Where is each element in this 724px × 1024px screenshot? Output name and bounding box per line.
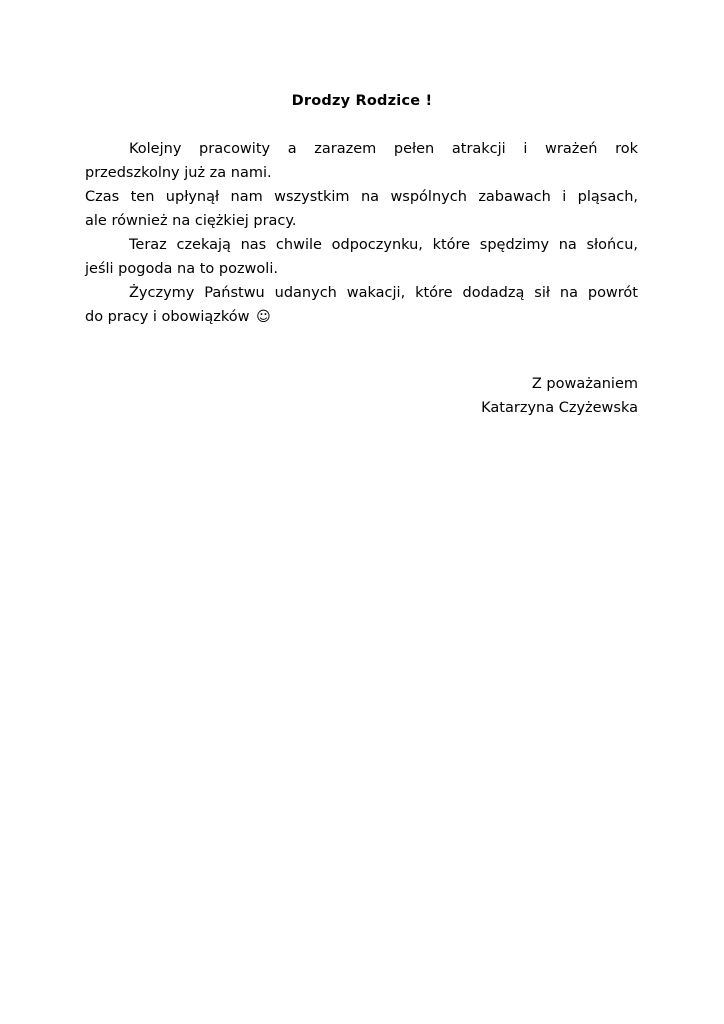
body-line-1: Kolejny pracowity a zarazem pełen atrakcji i wrażeń rok: [129, 141, 638, 157]
letter-title: Drodzy Rodzice !: [291, 93, 433, 109]
signature-name: Katarzyna Czyżewska: [481, 400, 638, 416]
letter-body: [85, 137, 638, 329]
body-line-7: Życzymy Państwu udanych wakacji, które dodadzą sił na powrót: [129, 285, 638, 301]
smiley-icon: ☺: [256, 309, 271, 325]
body-line-4: ale również na ciężkiej pracy.: [85, 213, 297, 229]
closing-text: Z poważaniem: [531, 376, 638, 392]
body-line-8-text: do pracy i obowiązków: [85, 309, 250, 325]
body-line-3: Czas ten upłynął nam wszystkim na wspólnych zabawach i pląsach,: [85, 189, 638, 205]
body-line-8: [85, 305, 638, 329]
body-line-2: przedszkolny już za nami.: [85, 165, 272, 181]
signature-block: [481, 372, 638, 420]
body-line-5: Teraz czekają nas chwile odpoczynku, które spędzimy na słońcu,: [129, 237, 638, 253]
body-line-6: jeśli pogoda na to pozwoli.: [85, 261, 278, 277]
